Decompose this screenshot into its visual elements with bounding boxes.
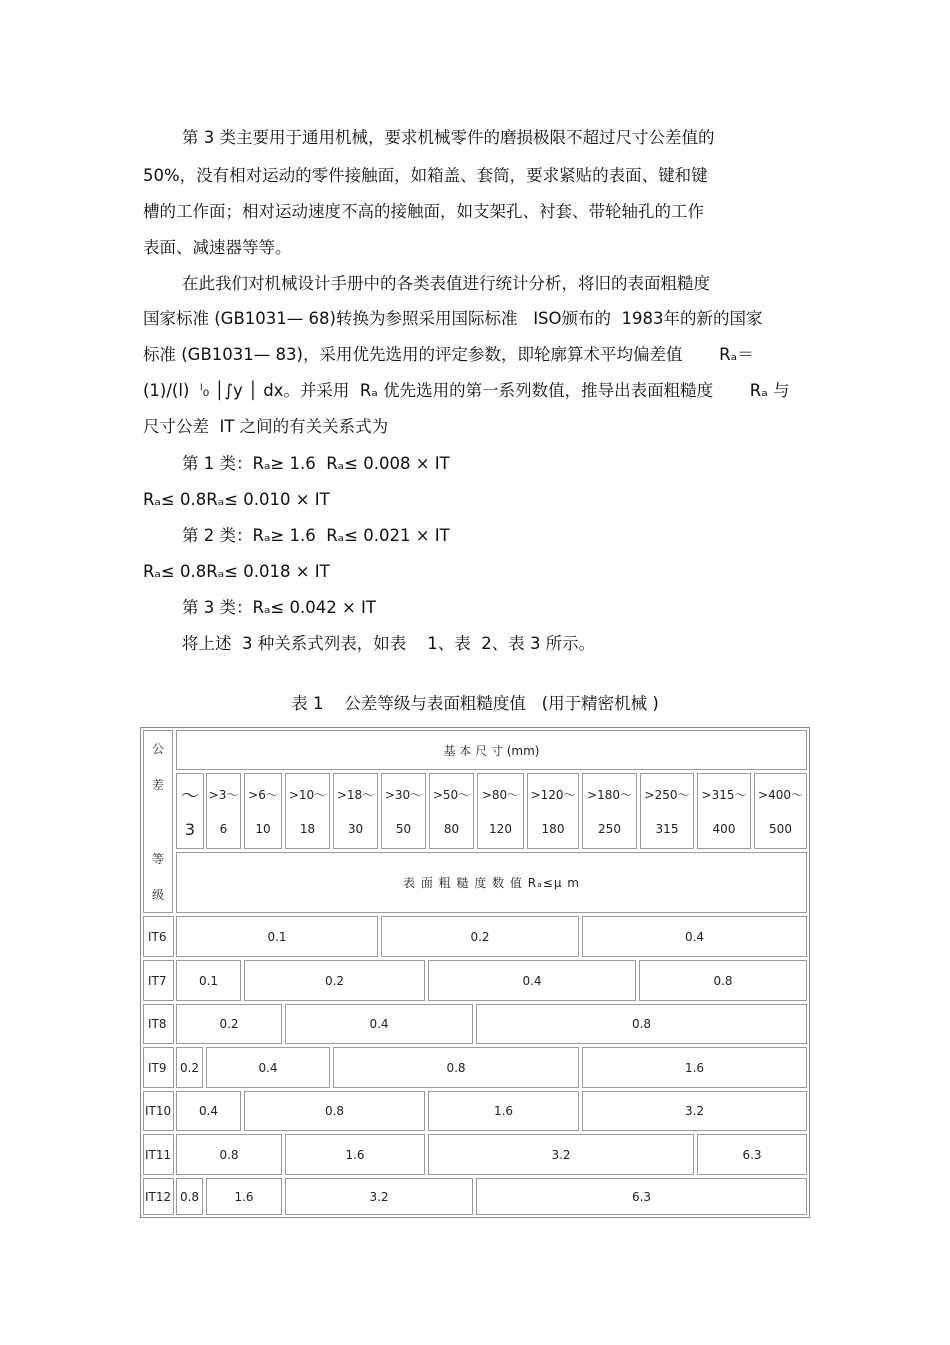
text-line-9: 尺寸公差 IT 之间的有关关系式为	[143, 417, 389, 436]
roughness-value-cell: 6.3	[476, 1178, 807, 1215]
roughness-value-cell: 1.6	[582, 1047, 807, 1088]
roughness-value-cell: 0.8	[176, 1134, 282, 1175]
formula-class1-b: Rₐ≤ 0.8Rₐ≤ 0.010 × IT	[143, 490, 330, 509]
grade-cell: IT7	[143, 960, 174, 1001]
roughness-value-cell: 1.6	[206, 1178, 282, 1215]
size-range-cell	[754, 773, 807, 849]
roughness-header: 表 面 粗 糙 度 数 值 Rₐ≤μ m	[176, 852, 807, 913]
size-range-cell	[285, 773, 330, 849]
basic-size-header: 基 本 尺 寸 (mm)	[176, 730, 807, 770]
roughness-value-cell: 0.1	[176, 916, 378, 957]
formula-class3: 第 3 类：Rₐ≤ 0.042 × IT	[182, 598, 376, 617]
roughness-value-cell: 0.4	[285, 1004, 473, 1044]
text-line-2: 50%，没有相对运动的零件接触面，如箱盖、套筒，要求紧贴的表面、键和键	[143, 166, 708, 185]
size-range-cell	[697, 773, 751, 849]
size-range-to: 3	[184, 820, 196, 839]
roughness-value-cell: 0.8	[333, 1047, 579, 1088]
size-range-cell	[582, 773, 637, 849]
size-range-cell	[244, 773, 282, 849]
size-range-to: 30	[347, 822, 364, 836]
roughness-value-cell: 3.2	[428, 1134, 694, 1175]
size-range-cell	[429, 773, 474, 849]
size-range-from: >120～	[530, 788, 576, 802]
roughness-value-cell: 3.2	[285, 1178, 473, 1215]
size-range-from: >30～	[384, 788, 423, 802]
roughness-value-cell: 0.8	[639, 960, 807, 1001]
roughness-value-cell: 3.2	[582, 1091, 807, 1131]
size-range-from: >50～	[432, 788, 471, 802]
grade-cell: IT11	[143, 1134, 174, 1175]
size-range-from: >315～	[701, 788, 747, 802]
roughness-value-cell: 0.4	[176, 1091, 241, 1131]
size-range-to: 18	[299, 822, 316, 836]
size-range-from: >10～	[288, 788, 327, 802]
table-caption: 表 1 公差等级与表面粗糙度值 (用于精密机械 )	[291, 694, 659, 713]
size-range-cell	[477, 773, 524, 849]
roughness-value-cell: 0.8	[244, 1091, 425, 1131]
text-line-table-ref: 将上述 3 种关系式列表，如表 1、表 2、表 3 所示。	[182, 634, 596, 653]
grade-cell: IT6	[143, 916, 174, 957]
roughness-value-cell: 1.6	[428, 1091, 579, 1131]
grade-header-char: 差	[151, 778, 164, 792]
formula-class1-a: 第 1 类：Rₐ≥ 1.6 Rₐ≤ 0.008 × IT	[182, 454, 450, 473]
size-range-to: 6	[219, 822, 228, 836]
text-line-6: 国家标准 (GB1031— 68)转换为参照采用国际标准 ISO颁布的 1983年的新的国家	[143, 309, 763, 328]
size-range-cell	[206, 773, 241, 849]
grade-cell: IT10	[143, 1091, 174, 1131]
text-line-4: 表面、减速器等等。	[143, 238, 292, 257]
roughness-value-cell: 0.2	[381, 916, 579, 957]
size-range-cell	[640, 773, 694, 849]
grade-cell: IT9	[143, 1047, 174, 1088]
size-range-from: >250～	[644, 788, 690, 802]
grade-cell: IT12	[143, 1178, 174, 1215]
roughness-value-cell: 6.3	[697, 1134, 807, 1175]
size-range-cell	[333, 773, 378, 849]
size-range-from: >18～	[336, 788, 375, 802]
roughness-value-cell: 0.4	[206, 1047, 330, 1088]
size-range-to: 250	[598, 822, 621, 836]
size-range-cell	[381, 773, 426, 849]
size-range-from: >400～	[758, 788, 803, 802]
size-range-to: 180	[541, 822, 565, 836]
text-line-3: 槽的工作面；相对运动速度不高的接触面，如支架孔、衬套、带轮轴孔的工作	[143, 202, 704, 221]
formula-class2-a: 第 2 类：Rₐ≥ 1.6 Rₐ≤ 0.021 × IT	[182, 526, 450, 545]
size-range-from: >3～	[208, 788, 239, 802]
size-range-from: >180～	[587, 788, 632, 802]
roughness-value-cell: 0.2	[176, 1047, 203, 1088]
text-line-1: 第 3 类主要用于通用机械，要求机械零件的磨损极限不超过尺寸公差值的	[182, 128, 715, 147]
grade-header-char: 级	[151, 888, 164, 902]
text-line-7: 标准 (GB1031— 83)，采用优先选用的评定参数，即轮廓算术平均偏差值 Rₐ＝	[143, 345, 754, 364]
size-range-to: 400	[712, 822, 736, 836]
size-range-to: 120	[489, 822, 512, 836]
grade-header-char: 等	[151, 852, 164, 866]
size-range-from: >6～	[248, 788, 278, 802]
grade-header-char: 公	[151, 742, 164, 756]
roughness-value-cell: 0.2	[176, 1004, 282, 1044]
size-range-to: 80	[443, 822, 460, 836]
roughness-value-cell: 0.8	[476, 1004, 807, 1044]
size-range-to: 10	[255, 822, 271, 836]
roughness-value-cell: 0.2	[244, 960, 425, 1001]
text-line-8: (1)/(l) ˡ₀ │∫y │ dx。并采用 Rₐ 优先选用的第一系列数值，推导出表面粗糙度 Rₐ 与	[143, 381, 790, 400]
size-range-to: 50	[395, 822, 412, 836]
size-range-to: 500	[769, 822, 792, 836]
grade-cell: IT8	[143, 1004, 174, 1044]
size-range-cell	[527, 773, 579, 849]
roughness-value-cell: 0.4	[428, 960, 636, 1001]
text-line-5: 在此我们对机械设计手册中的各类表值进行统计分析，将旧的表面粗糙度	[182, 274, 710, 293]
size-range-from: >80～	[481, 788, 520, 802]
size-range-from: ～	[181, 786, 199, 807]
roughness-value-cell: 0.8	[176, 1178, 203, 1215]
size-range-cell	[176, 773, 204, 849]
size-range-to: 315	[655, 822, 679, 836]
roughness-value-cell: 0.1	[176, 960, 241, 1001]
roughness-value-cell: 0.4	[582, 916, 807, 957]
formula-class2-b: Rₐ≤ 0.8Rₐ≤ 0.018 × IT	[143, 562, 330, 581]
roughness-value-cell: 1.6	[285, 1134, 425, 1175]
